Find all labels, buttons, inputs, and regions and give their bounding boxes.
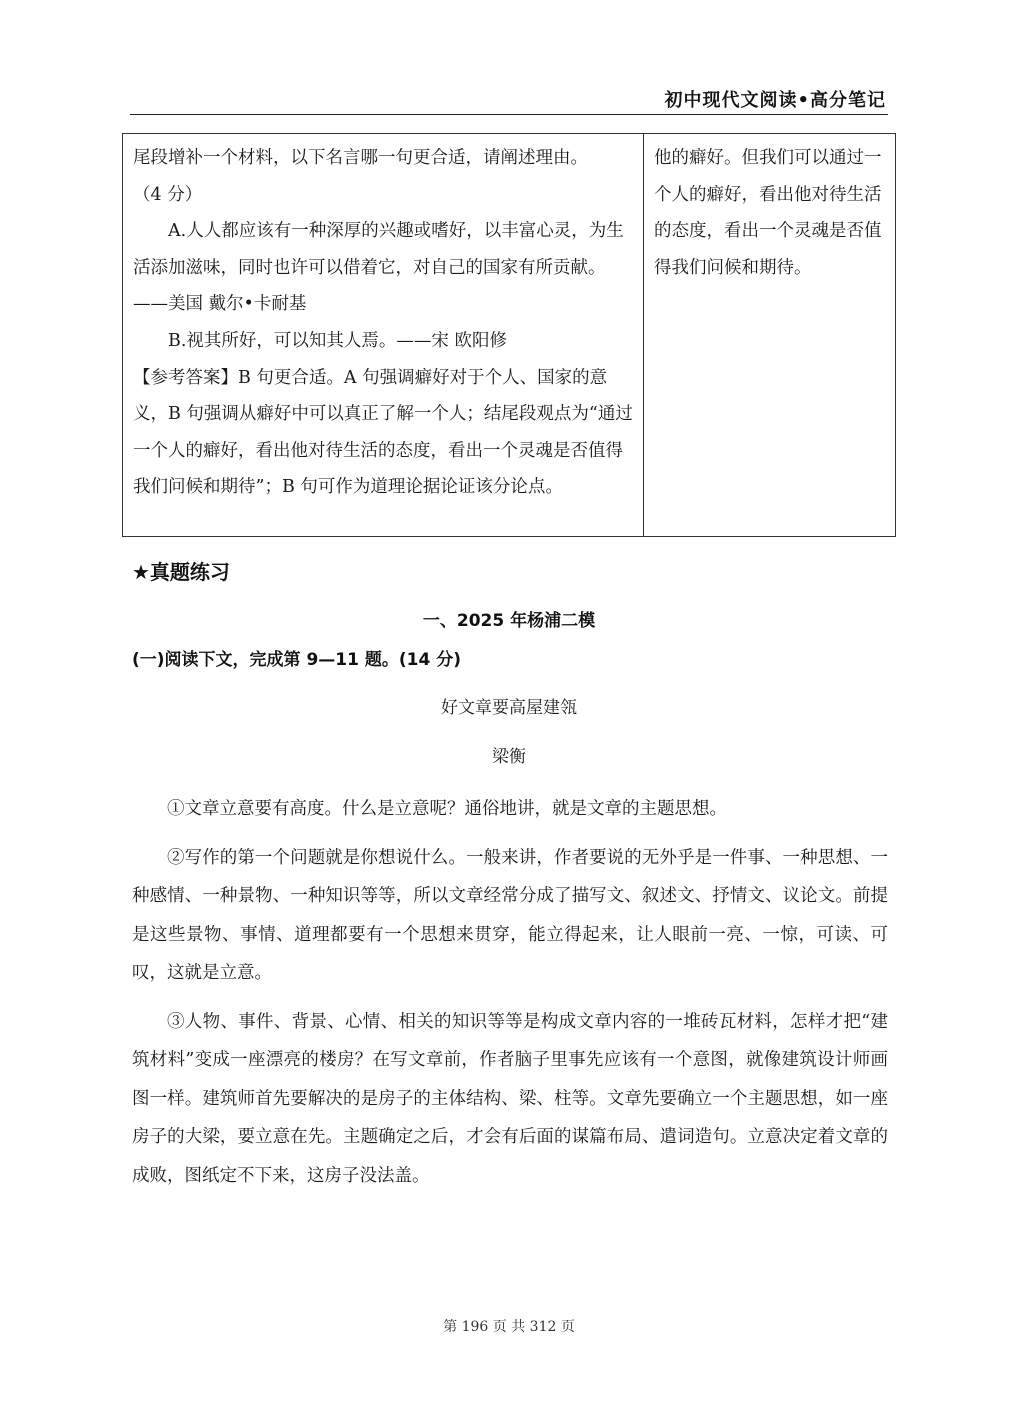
source-excerpt: 他的癖好。但我们可以通过一个人的癖好，看出他对待生活的态度，看出一个灵魂是否值得我们问候和期待。 [654,148,882,278]
page-number: 第 196 页 共 312 页 [443,1319,575,1335]
qa-table [122,133,896,537]
question-score: （4 分） [133,184,203,205]
qa-right-cell [654,140,890,286]
option-a: A.人人都应该有一种深厚的兴趣或嗜好，以丰富心灵，为生活添加滋味，同时也许可以借着它，对自己的国家有所贡献。——美国 戴尔•卡耐基 [133,221,624,315]
article-paragraph-2: ②写作的第一个问题就是你想说什么。一般来讲，作者要说的无外乎是一件事、一种思想、一种感情、一种景物、一种知识等等，所以文章经常分成了描写文、叙述文、抒情文、议论文。前提是这些景物、事情、道理都要有一个思想来贯穿，能立得起来，让人眼前一亮、一惊，可读、可叹，这就是立意。 [132,847,888,983]
qa-left-cell [133,140,639,506]
exam-subtitle: 一、2025 年杨浦二模 [422,611,596,631]
question-line: 尾段增补一个材料，以下名言哪一句更合适，请阐述理由。 [133,148,588,168]
article-author: 梁衡 [492,747,526,767]
section-title: ★真题练习 [132,560,230,584]
reference-answer: 【参考答案】B 句更合适。A 句强调癖好对于个人、国家的意义，B 句强调从癖好中可以真正了解一个人；结尾段观点为“通过一个人的癖好，看出他对待生活的态度，看出一个灵魂是否值得我们问候和期待”；B 句可作为道理论据论证该分论点。 [133,367,633,498]
header-title: 初中现代文阅读•高分笔记 [664,90,886,111]
reading-instructions: (一)阅读下文，完成第 9—11 题。(14 分) [132,650,461,670]
page-header [130,84,888,115]
article-paragraph-1: ①文章立意要有高度。什么是立意呢？通俗地讲，就是文章的主题思想。 [167,799,727,819]
article-title: 好文章要高屋建瓴 [441,698,577,718]
article-paragraph-3: ③人物、事件、背景、心情、相关的知识等等是构成文章内容的一堆砖瓦材料，怎样才把“建筑材料”变成一座漂亮的楼房？在写文章前，作者脑子里事先应该有一个意图，就像建筑设计师画图一样。建筑师首先要解决的是房子的主体结构、梁、柱等。文章先要确立一个主题思想，如一座房子的大梁，要立意在先。主题确定之后，才会有后面的谋篇布局、遣词造句。立意决定着文章的成败，图纸定不下来，这房子没法盖。 [132,1011,888,1186]
article-body [132,790,888,1205]
table-divider [643,134,644,536]
option-b: B.视其所好，可以知其人焉。——宋 欧阳修 [168,330,507,351]
